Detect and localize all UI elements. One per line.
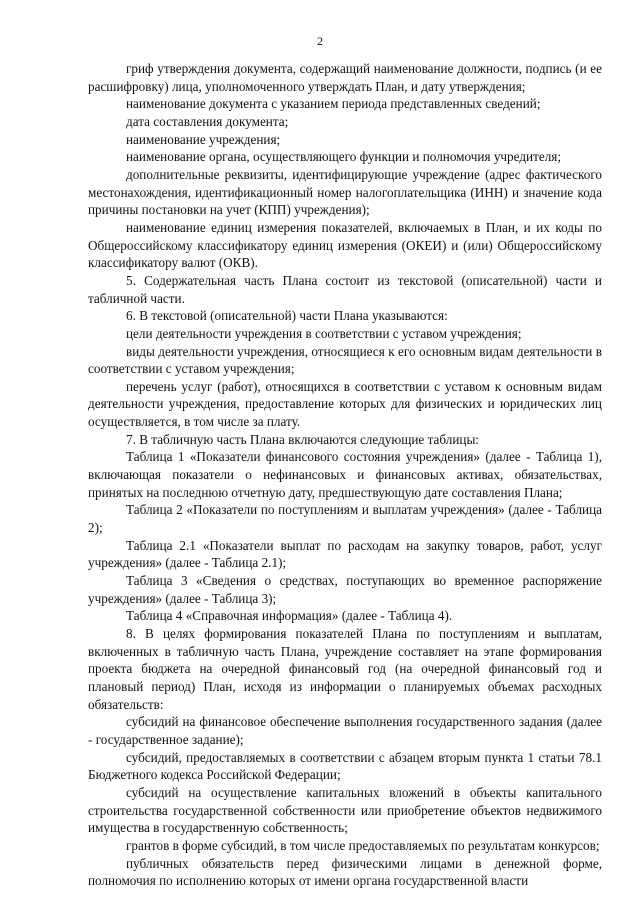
section-7: 7. В табличную часть Плана включаются следующие таблицы: [126, 431, 479, 447]
paragraph-units: наименование единиц измерения показателей, включаемых в План, и их коды по Общероссийскому классификатору единиц измерения (ОКЕИ) и (или) Общероссийскому классификатору валют (ОКВ). [88, 219, 602, 271]
paragraph-table-1: Таблица 1 «Показатели финансового состояния учреждения» (далее - Таблица 1), включающая показатели о нефинансовых и финансовых активах, обязательствах, принятых на последнюю отчетную дату, предшествующую дате составления Плана; [88, 449, 602, 500]
paragraph-services: перечень услуг (работ), относящихся в соответствии с уставом к основным видам деятельности учреждения, предоставление которых для физических и юридических лиц осуществляется, в том числе за плату. [88, 378, 602, 430]
paragraph-state-task-subsidies: субсидий на финансовое обеспечение выполнения государственного задания (далее - государственное задание); [88, 714, 602, 747]
paragraph-article-subsidies: субсидий, предоставляемых в соответствии с абзацем вторым пункта 1 статьи 78.1 Бюджетного кодекса Российской Федерации; [88, 749, 602, 783]
paragraph-table-4: Таблица 4 «Справочная информация» (далее - Таблица 4). [126, 608, 453, 624]
section-6: 6. В текстовой (описательной) части Плана указываются: [126, 308, 448, 324]
paragraph-table-3: Таблица 3 «Сведения о средствах, поступающих во временное распоряжение учреждения» (далее - Таблица 3); [88, 573, 602, 606]
page-number: 2 [317, 34, 323, 48]
paragraph-founder-name: наименование органа, осуществляющего функции и полномочия учредителя; [126, 149, 562, 165]
paragraph-table-2-1: Таблица 2.1 «Показатели выплат по расходам на закупку товаров, работ, услуг учреждения» (далее - Таблица 2.1); [88, 537, 602, 571]
paragraph-table-2: Таблица 2 «Показатели по поступлениям и выплатам учреждения» (далее - Таблица 2); [88, 502, 602, 536]
paragraph-goals: цели деятельности учреждения в соответствии с уставом учреждения; [126, 325, 522, 341]
paragraph-extra-details: дополнительные реквизиты, идентифицирующие учреждение (адрес фактического местонахождения, идентификационный номер налогоплательщика (ИНН) и значение кода причины постановки на учет (КПП) учреждения); [88, 166, 602, 218]
paragraph-document-date: дата составления документа; [126, 113, 289, 129]
paragraph-institution-name: наименование учреждения; [126, 131, 281, 147]
paragraph-public-obligations: публичных обязательств перед физическими лицами в денежной форме, полномочия по исполнению которых от имени органа государственной власти [88, 855, 602, 889]
paragraph-grants: грантов в форме субсидий, в том числе предоставляемых по результатам конкурсов; [126, 837, 600, 853]
paragraph-document-name: наименование документа с указанием периода представленных сведений; [126, 96, 541, 112]
paragraph-approval-stamp: гриф утверждения документа, содержащий наименование должности, подпись (и ее расшифровку) лица, уполномоченного утверждать План, и дату утверждения; [88, 61, 602, 94]
document-body [88, 60, 602, 890]
section-8: 8. В целях формирования показателей Плана по поступлениям и выплатам, включенных в табличную часть Плана, учреждение составляет на этапе формирования проекта бюджета на очередной финансовый год (на очередной финансовый год и плановый период) План, исходя из информации о планируемых объемах расходных обязательств: [88, 626, 602, 712]
section-5: 5. Содержательная часть Плана состоит из текстовой (описательной) части и табличной части. [88, 272, 602, 306]
paragraph-capital-subsidies: субсидий на осуществление капитальных вложений в объекты капитального строительства государственной собственности или приобретение объектов недвижимого имущества в государственную собственность; [88, 784, 602, 836]
paragraph-activities: виды деятельности учреждения, относящиеся к его основным видам деятельности в соответствии с уставом учреждения; [88, 343, 602, 377]
